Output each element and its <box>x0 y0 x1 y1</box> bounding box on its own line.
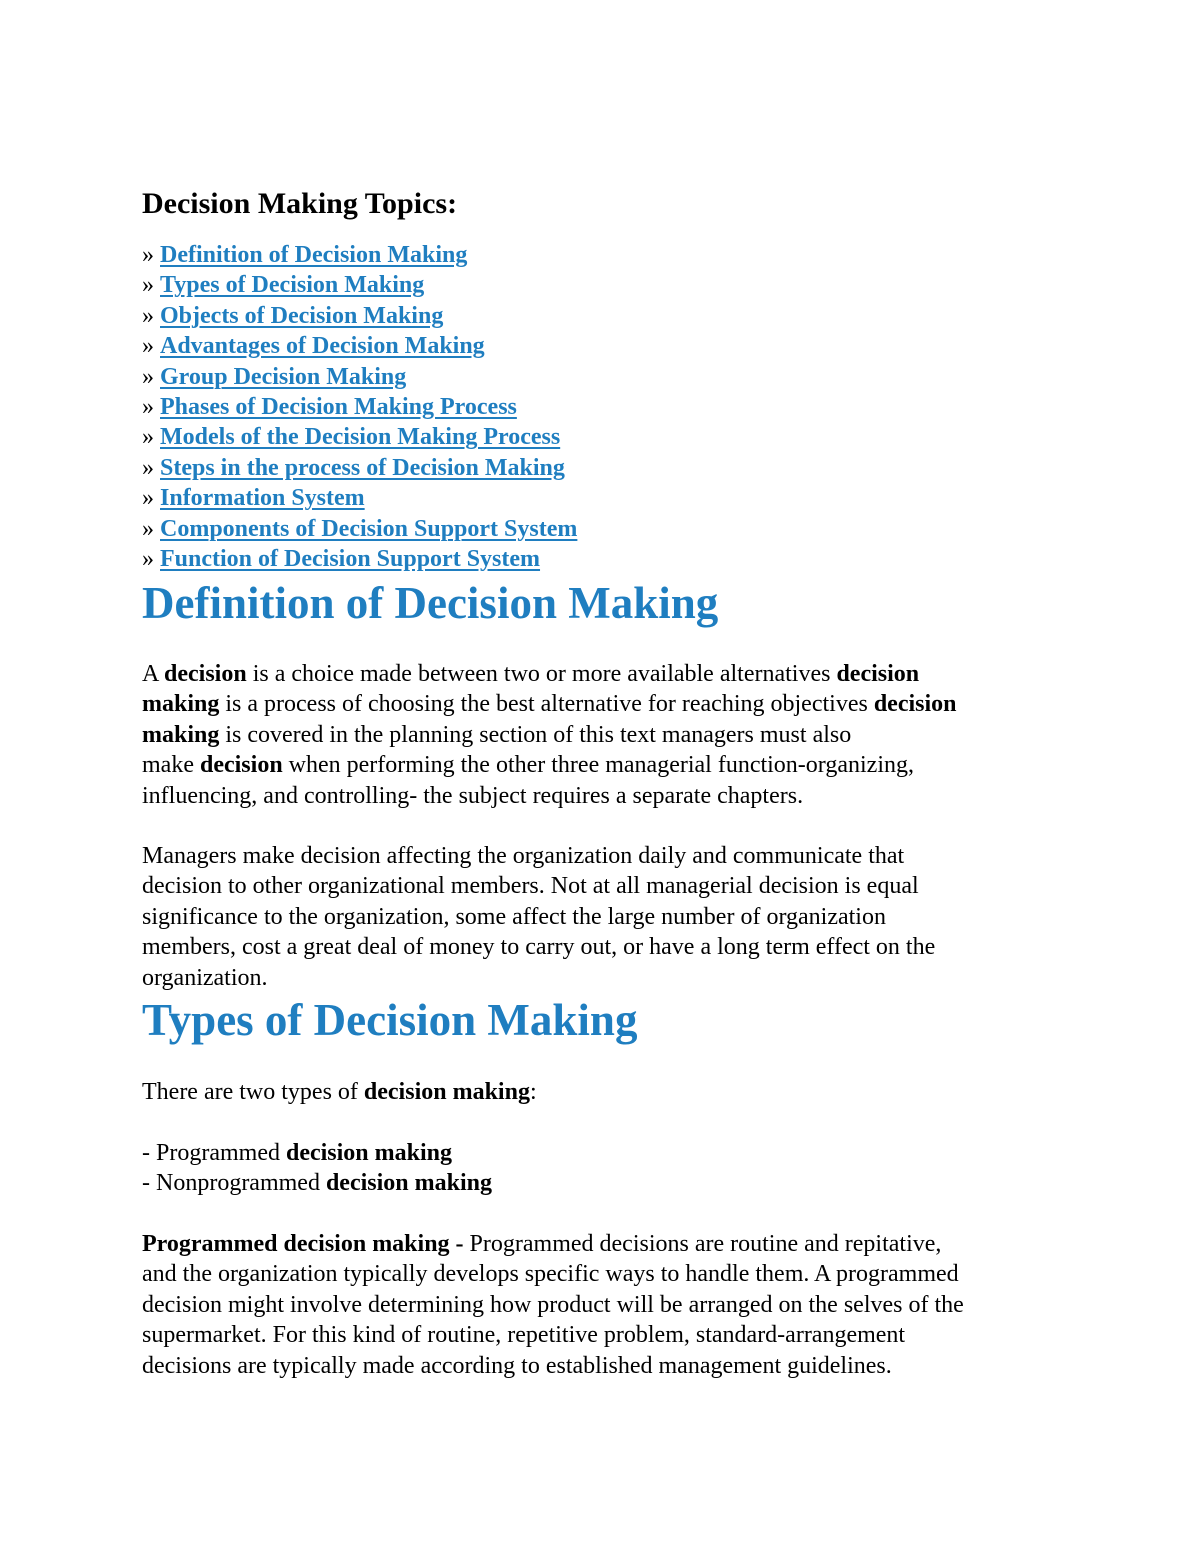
text-run: is covered in the planning section of this text managers must also <box>219 721 852 748</box>
text-run: is a choice made between two or more available alternatives <box>246 661 837 687</box>
bullet-raquo: » <box>142 333 154 360</box>
paragraph-line: members, cost a great deal of money to carry out, or have a long term effect on the <box>142 934 936 961</box>
list-item <box>142 422 577 452</box>
text-run: : <box>529 1079 537 1105</box>
bold-term: decision <box>836 661 920 687</box>
bullet-raquo: » <box>142 546 154 573</box>
text-run: There are two types of <box>142 1079 364 1105</box>
paragraph-line <box>142 689 1072 719</box>
topic-link-phases[interactable]: Phases of Decision Making Process <box>160 394 517 421</box>
topic-link-steps[interactable]: Steps in the process of Decision Making <box>160 454 565 481</box>
list-item <box>142 270 577 300</box>
list-item <box>142 514 577 544</box>
paragraph-line: decision might involve determining how product will be arranged on the selves of the <box>142 1291 964 1318</box>
bold-term: making <box>142 721 220 748</box>
definition-paragraph-1 <box>142 659 1072 811</box>
paragraph-line <box>142 720 1072 750</box>
bold-term: decision making <box>285 1140 452 1166</box>
topics-heading: Decision Making Topics: <box>142 187 458 220</box>
topic-link-models[interactable]: Models of the Decision Making Process <box>160 424 561 451</box>
bold-term: decision <box>873 691 957 718</box>
types-list <box>142 1138 1072 1199</box>
bullet-raquo: » <box>142 394 154 421</box>
bold-term: decision <box>199 752 283 779</box>
topic-link-objects[interactable]: Objects of Decision Making <box>160 302 444 329</box>
paragraph-line: Managers make decision affecting the organization daily and communicate that <box>142 843 905 869</box>
bold-term: decision making <box>363 1079 530 1105</box>
bullet-raquo: » <box>142 454 154 481</box>
list-item <box>142 483 577 513</box>
text-run: Programmed decisions are routine and repitative, <box>469 1231 942 1257</box>
topic-link-information-system[interactable]: Information System <box>160 485 365 512</box>
paragraph-line: organization. <box>142 964 268 991</box>
topic-link-function[interactable]: Function of Decision Support System <box>160 546 541 573</box>
bold-term: making <box>142 691 220 718</box>
list-item <box>142 301 577 331</box>
topics-list <box>142 240 577 574</box>
paragraph-line: decisions are typically made according to established management guidelines. <box>142 1352 892 1379</box>
definition-title: Definition of Decision Making <box>142 578 719 628</box>
bold-dash: - <box>449 1231 470 1257</box>
topic-link-advantages[interactable]: Advantages of Decision Making <box>160 333 485 360</box>
bold-term: decision making <box>325 1170 492 1197</box>
paragraph-line <box>142 1229 1072 1259</box>
bold-term: Programmed decision making <box>142 1231 450 1257</box>
paragraph-line: and the organization typically develops specific ways to handle them. A programmed <box>142 1261 959 1288</box>
topic-link-types[interactable]: Types of Decision Making <box>160 272 425 299</box>
bullet-raquo: » <box>142 242 154 268</box>
paragraph-line: influencing, and controlling- the subject requires a separate chapters. <box>142 782 804 809</box>
bullet-raquo: » <box>142 302 154 329</box>
text-run: make <box>142 752 200 779</box>
text-run: A <box>142 661 165 687</box>
bullet-raquo: » <box>142 485 154 512</box>
text-run: - Programmed <box>142 1140 286 1166</box>
list-item <box>142 331 577 361</box>
paragraph-line: decision to other organizational members. Not at all managerial decision is equal <box>142 873 919 900</box>
text-run: - Nonprogrammed <box>142 1170 326 1197</box>
text-run: when performing the other three managerial function-organizing, <box>282 752 914 779</box>
programmed-paragraph <box>142 1229 1072 1381</box>
bullet-raquo: » <box>142 272 154 299</box>
bullet-raquo: » <box>142 515 154 542</box>
bold-term: decision <box>164 661 247 687</box>
paragraph-line <box>142 750 1072 780</box>
list-item <box>142 1168 1072 1198</box>
list-item <box>142 544 577 574</box>
paragraph-line: significance to the organization, some affect the large number of organization <box>142 903 886 930</box>
topic-link-definition[interactable]: Definition of Decision Making <box>160 242 468 268</box>
types-title: Types of Decision Making <box>142 995 638 1045</box>
list-item <box>142 240 577 270</box>
bullet-raquo: » <box>142 424 154 451</box>
paragraph-line <box>142 659 1072 689</box>
list-item <box>142 392 577 422</box>
paragraph-line <box>142 1077 1072 1107</box>
topic-link-group[interactable]: Group Decision Making <box>160 363 407 390</box>
bullet-raquo: » <box>142 363 154 390</box>
definition-paragraph-2 <box>142 841 1072 993</box>
text-run: is a process of choosing the best alternative for reaching objectives <box>219 691 874 718</box>
topic-link-components[interactable]: Components of Decision Support System <box>160 515 578 542</box>
list-item <box>142 1138 1072 1168</box>
types-intro <box>142 1077 1072 1107</box>
paragraph-line: supermarket. For this kind of routine, repetitive problem, standard-arrangement <box>142 1322 906 1349</box>
list-item <box>142 453 577 483</box>
list-item <box>142 362 577 392</box>
